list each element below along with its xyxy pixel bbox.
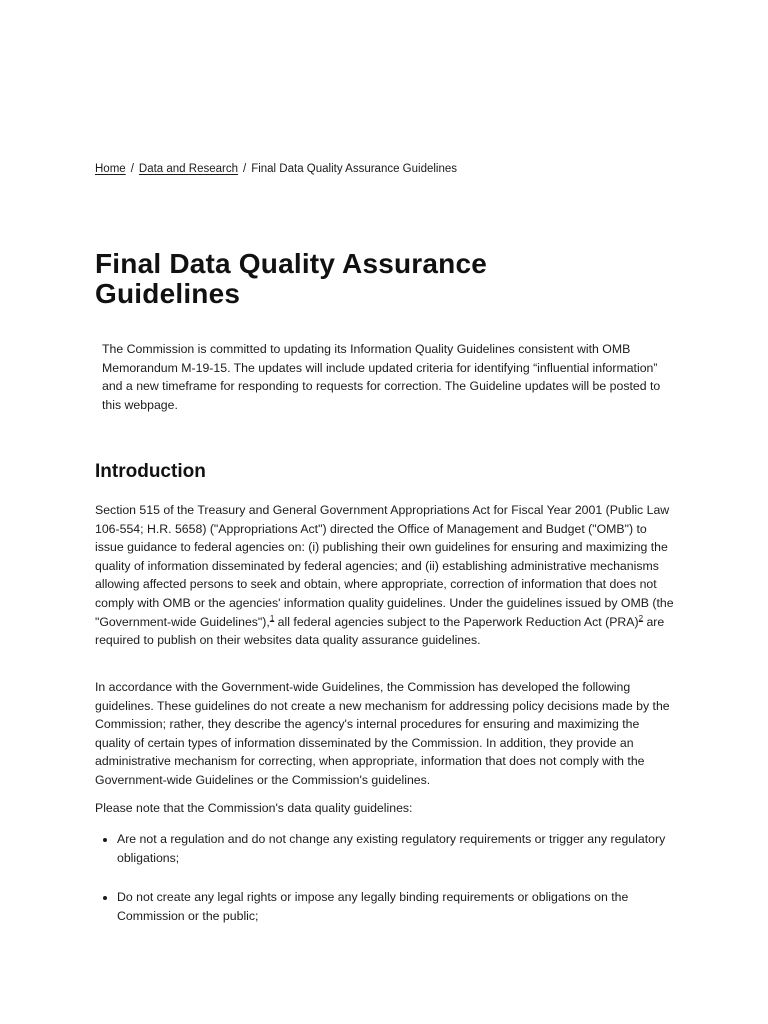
introduction-paragraph-3: Please note that the Commission's data quality guidelines:	[95, 801, 413, 815]
update-notice: The Commission is committed to updating its Information Quality Guidelines consistent with OMB Memorandum M-19-15. The updates will include updated criteria for identifying “influential information” and a new timeframe for responding to requests for correction. The Guideline updates will be posted to this webpage.	[102, 342, 661, 413]
breadcrumb-separator: /	[242, 163, 247, 175]
breadcrumb-home-link[interactable]: Home	[95, 163, 126, 175]
introduction-paragraph-1	[95, 501, 678, 650]
breadcrumb-separator: /	[130, 163, 134, 175]
footnote-1-link[interactable]: 1	[269, 613, 275, 623]
breadcrumb-current: Final Data Quality Assurance Guidelines	[251, 163, 458, 175]
page-title: Final Data Quality Assurance Guidelines	[95, 248, 488, 309]
introduction-heading: Introduction	[95, 461, 206, 482]
list-item: • Do not create any legal rights or impose any legally binding requirements or obligations on the Commission or the public;	[117, 888, 677, 925]
paragraph-text: Section 515 of the Treasury and General Government Appropriations Act for Fiscal Year 2001 (Public Law 106-554; H.R. 5658) ("Appropriations Act") directed the Office of Management and Budget ("OMB") to issue guidance to federal agencies on: (i) publishing their own guidelines for ensuring and maximizing the quality of information disseminated by federal agencies; and (ii) establishing administrative mechanisms allowing affected persons to seek and obtain, where appropriate, correction of information that does not comply with OMB or the agencies' information quality guidelines. Under the guidelines issued by OMB (the "Government-wide Guidelines"),	[95, 503, 674, 629]
list-item: • Are not a regulation and do not change any existing regulatory requirements or trigger any regulatory obligations;	[117, 830, 677, 867]
footnote-2-link[interactable]: 2	[638, 613, 644, 623]
breadcrumb-data-research-link[interactable]: Data and Research	[138, 163, 238, 175]
paragraph-text: all federal agencies subject to the Paperwork Reduction Act (PRA)	[274, 614, 639, 629]
introduction-paragraph-2: In accordance with the Government-wide Guidelines, the Commission has developed the following guidelines. These guidelines do not create a new mechanism for addressing policy decisions made by the Commission; rather, they describe the agency's internal procedures for ensuring and maximizing the quality of certain types of information disseminated by the Commission. In addition, they provide an administrative mechanism for correcting, when appropriate, information that does not comply with the Government-wide Guidelines or the Commission's guidelines.	[95, 680, 670, 787]
guidelines-notes-list	[95, 830, 677, 946]
paragraph-text: are required to publish on their websites data quality assurance guidelines.	[95, 614, 665, 648]
breadcrumb	[95, 161, 457, 177]
